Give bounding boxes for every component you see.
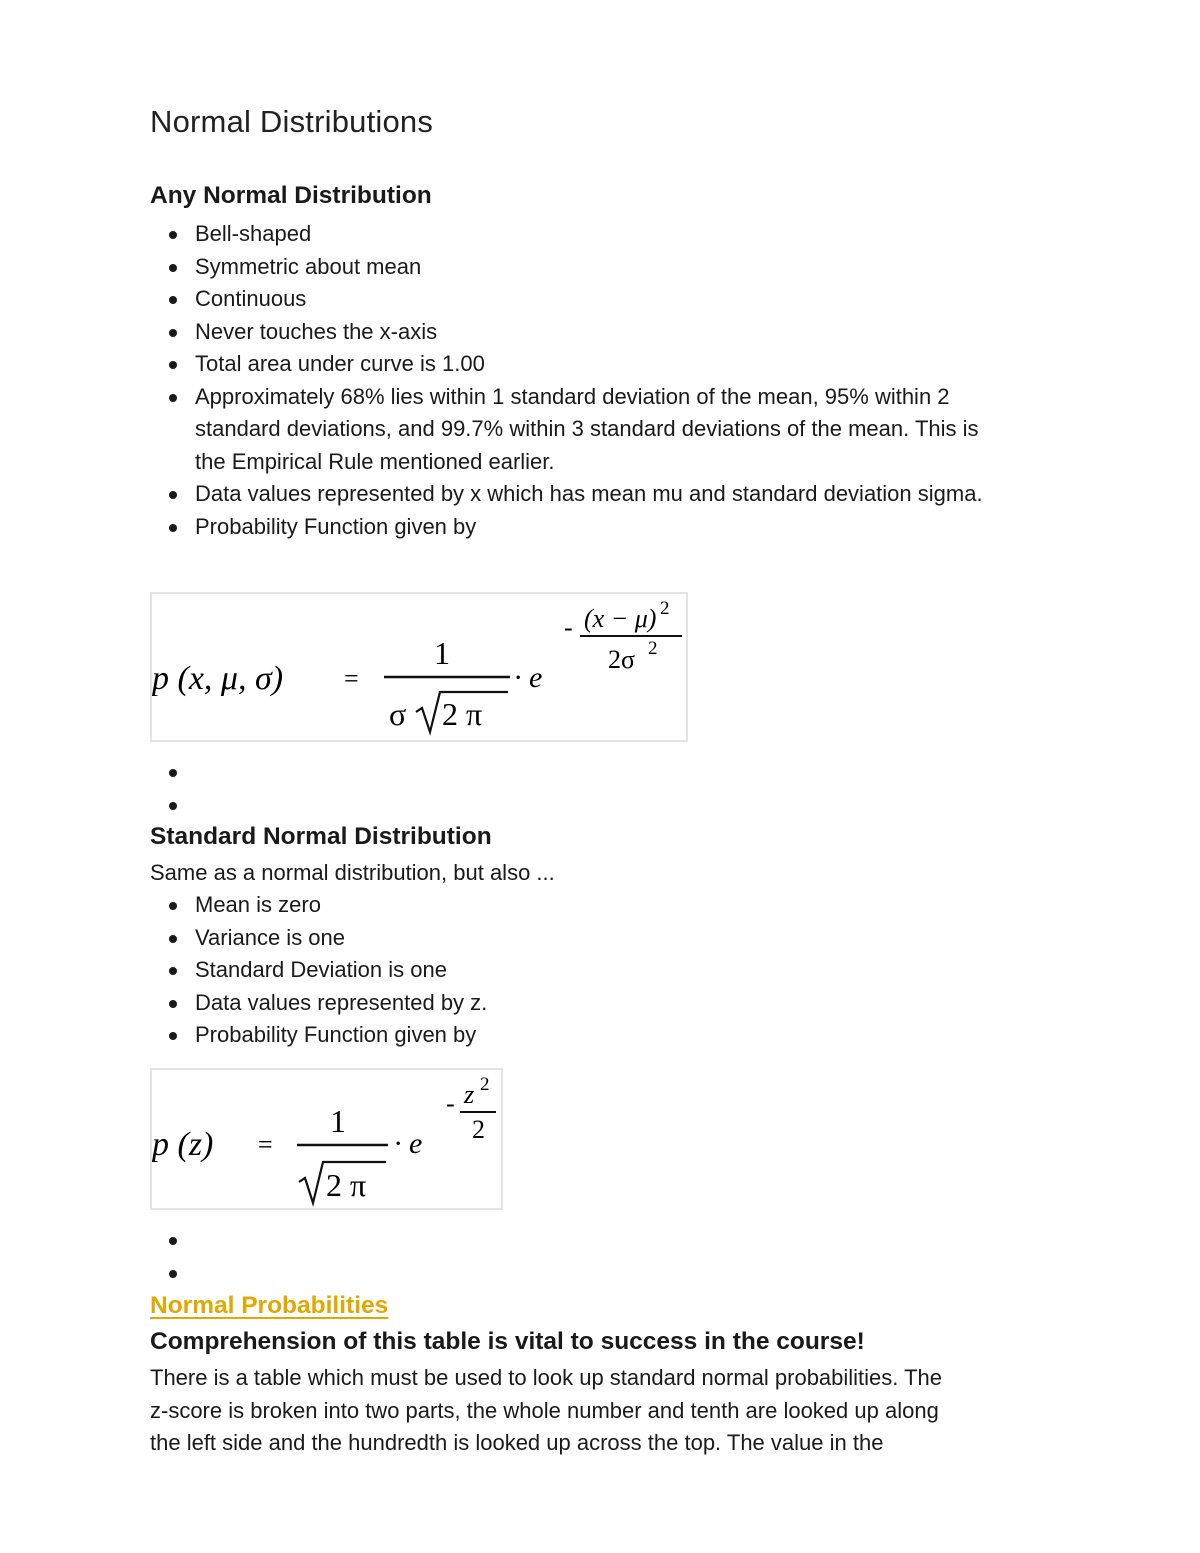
- normal-probabilities-link[interactable]: Normal Probabilities: [150, 1292, 389, 1319]
- table-explanation-paragraph: [150, 1362, 1060, 1460]
- empty-list-item: [150, 789, 1050, 822]
- section-intro: Same as a normal distribution, but also ...: [150, 860, 555, 885]
- list-item: Probability Function given by: [150, 511, 1050, 544]
- formula-lhs: p (z): [152, 1126, 214, 1163]
- list-item: Probability Function given by: [150, 1019, 1050, 1052]
- formula-dot-e: · e: [514, 661, 543, 694]
- paragraph-line: z-score is broken into two parts, the whole number and tenth are looked up along: [150, 1397, 939, 1423]
- exponent-numerator: z: [464, 1080, 475, 1109]
- paragraph-line: the left side and the hundredth is looked up across the top. The value in the: [150, 1430, 884, 1455]
- formula-root-content: 2 π: [442, 696, 483, 732]
- formula-lhs: p (x, μ, σ): [152, 660, 284, 697]
- formula-sigma: σ: [389, 696, 407, 732]
- empty-bullets: [150, 1224, 1050, 1289]
- section-heading-comprehension: Comprehension of this table is vital to success in the course!: [150, 1328, 865, 1355]
- list-item: Never touches the x-axis: [150, 316, 1050, 349]
- exponent-denominator: 2: [472, 1115, 485, 1144]
- exponent-denominator: 2σ: [608, 645, 636, 674]
- formula-numerator: 1: [330, 1103, 346, 1139]
- exponent-denominator-power: 2: [648, 638, 658, 659]
- formula-equals: =: [258, 1130, 273, 1159]
- list-item: Standard Deviation is one: [150, 954, 1050, 987]
- page-title: Normal Distributions: [150, 104, 434, 139]
- empty-list-item: [150, 756, 1050, 789]
- normal-properties-list: [150, 218, 1050, 543]
- formula-root-content: 2 π: [326, 1167, 367, 1203]
- list-item: Data values represented by z.: [150, 987, 1050, 1020]
- formula-numerator: 1: [434, 635, 450, 671]
- formula-equals: =: [344, 664, 359, 693]
- exponent-sign: -: [564, 613, 573, 642]
- standard-normal-properties-list: [150, 889, 1050, 1052]
- list-item: Total area under curve is 1.00: [150, 348, 1050, 381]
- empty-list-item: [150, 1257, 1050, 1290]
- list-item: Data values represented by x which has mean mu and standard deviation sigma.: [150, 478, 1050, 511]
- exponent-numerator-power: 2: [660, 598, 670, 619]
- formula-dot-e: · e: [394, 1127, 423, 1160]
- list-item: Mean is zero: [150, 889, 1050, 922]
- standard-normal-pdf-formula: [150, 1068, 503, 1210]
- list-item: Continuous: [150, 283, 1050, 316]
- empty-list-item: [150, 1224, 1050, 1257]
- exponent-numerator-power: 2: [480, 1074, 490, 1095]
- list-item: Symmetric about mean: [150, 251, 1050, 284]
- list-item: Approximately 68% lies within 1 standard deviation of the mean, 95% within 2 standard deviations, and 99.7% within 3 standard deviations of the mean. This is the Empirical Rule mentioned earlier.: [150, 381, 1050, 479]
- section-heading-any-normal: Any Normal Distribution: [150, 182, 432, 209]
- exponent-sign: -: [446, 1089, 455, 1118]
- empty-bullets: [150, 756, 1050, 821]
- exponent-numerator: (x − μ): [584, 604, 657, 633]
- section-heading-standard-normal: Standard Normal Distribution: [150, 823, 492, 850]
- list-item: Variance is one: [150, 922, 1050, 955]
- paragraph-line: There is a table which must be used to look up standard normal probabilities. The: [150, 1365, 943, 1390]
- normal-pdf-formula: [150, 592, 688, 742]
- list-item: Bell-shaped: [150, 218, 1050, 251]
